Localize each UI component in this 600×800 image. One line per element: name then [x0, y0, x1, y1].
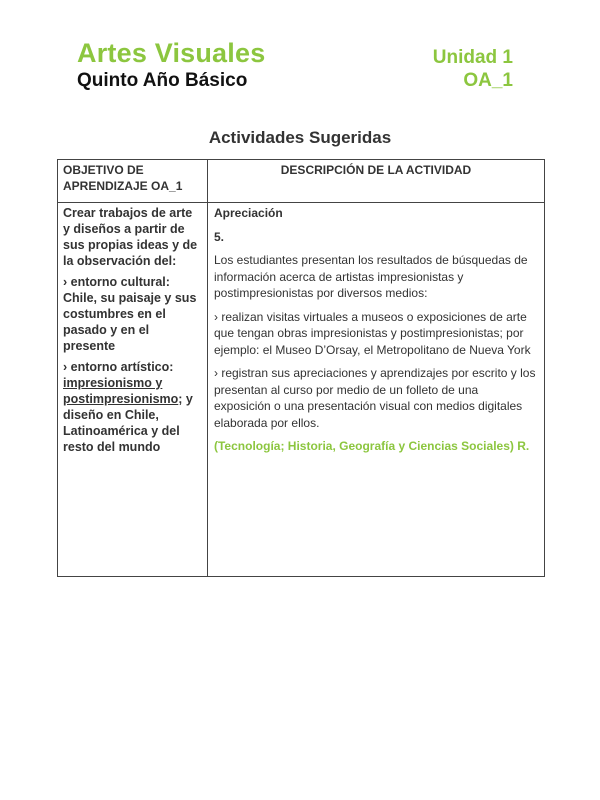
activity-number: 5.	[214, 229, 225, 244]
artistic-suffix: ; y diseño en Chile, Latinoamérica y del resto del mundo	[63, 392, 193, 454]
grade-title: Quinto Año Básico	[77, 70, 248, 91]
objective-code: OA_1	[463, 70, 513, 91]
artistic-underlined: impresionismo y postimpresionismo	[63, 376, 179, 406]
objective-intro: Crear trabajos de arte y diseños a partir de sus propias ideas y de la observación del:	[63, 206, 198, 268]
objective-artistic	[63, 359, 202, 455]
activity-connections: (Tecnología; Historia, Geografía y Ciencias Sociales) R.	[214, 439, 530, 453]
page-header	[77, 38, 517, 94]
column-header-description: DESCRIPCIÓN DE LA ACTIVIDAD	[208, 160, 545, 203]
activities-table	[57, 159, 545, 577]
artistic-prefix: › entorno artístico:	[63, 360, 174, 374]
objective-cell	[58, 203, 208, 577]
activity-bullet-1: › realizan visitas virtuales a museos o exposiciones de arte que tengan obras impresionistas y postimpresionistas; por ejemplo: el Museo D’Orsay, el Metropolitano de Nueva York	[214, 309, 531, 357]
description-cell	[208, 203, 545, 577]
objective-cultural: › entorno cultural: Chile, su paisaje y sus costumbres en el pasado y en el presente	[63, 275, 197, 353]
activity-bullet-2: › registran sus apreciaciones y aprendizajes por escrito y los presentan al curso por medio de un folleto de una exposición o una presentación visual con medios digitales elaborada por ellos.	[214, 366, 536, 430]
subject-title: Artes Visuales	[77, 38, 266, 68]
column-header-objective: OBJETIVO DE APRENDIZAJE OA_1	[58, 160, 208, 203]
activity-category: Apreciación	[214, 206, 283, 220]
section-title: Actividades Sugeridas	[208, 128, 392, 147]
table-row	[58, 203, 545, 577]
table-header-row	[58, 160, 545, 203]
activity-paragraph: Los estudiantes presentan los resultados de búsquedas de información acerca de artistas impresionistas y postimpresionistas por diversos medios:	[214, 253, 528, 300]
unit-label: Unidad 1	[432, 47, 513, 68]
